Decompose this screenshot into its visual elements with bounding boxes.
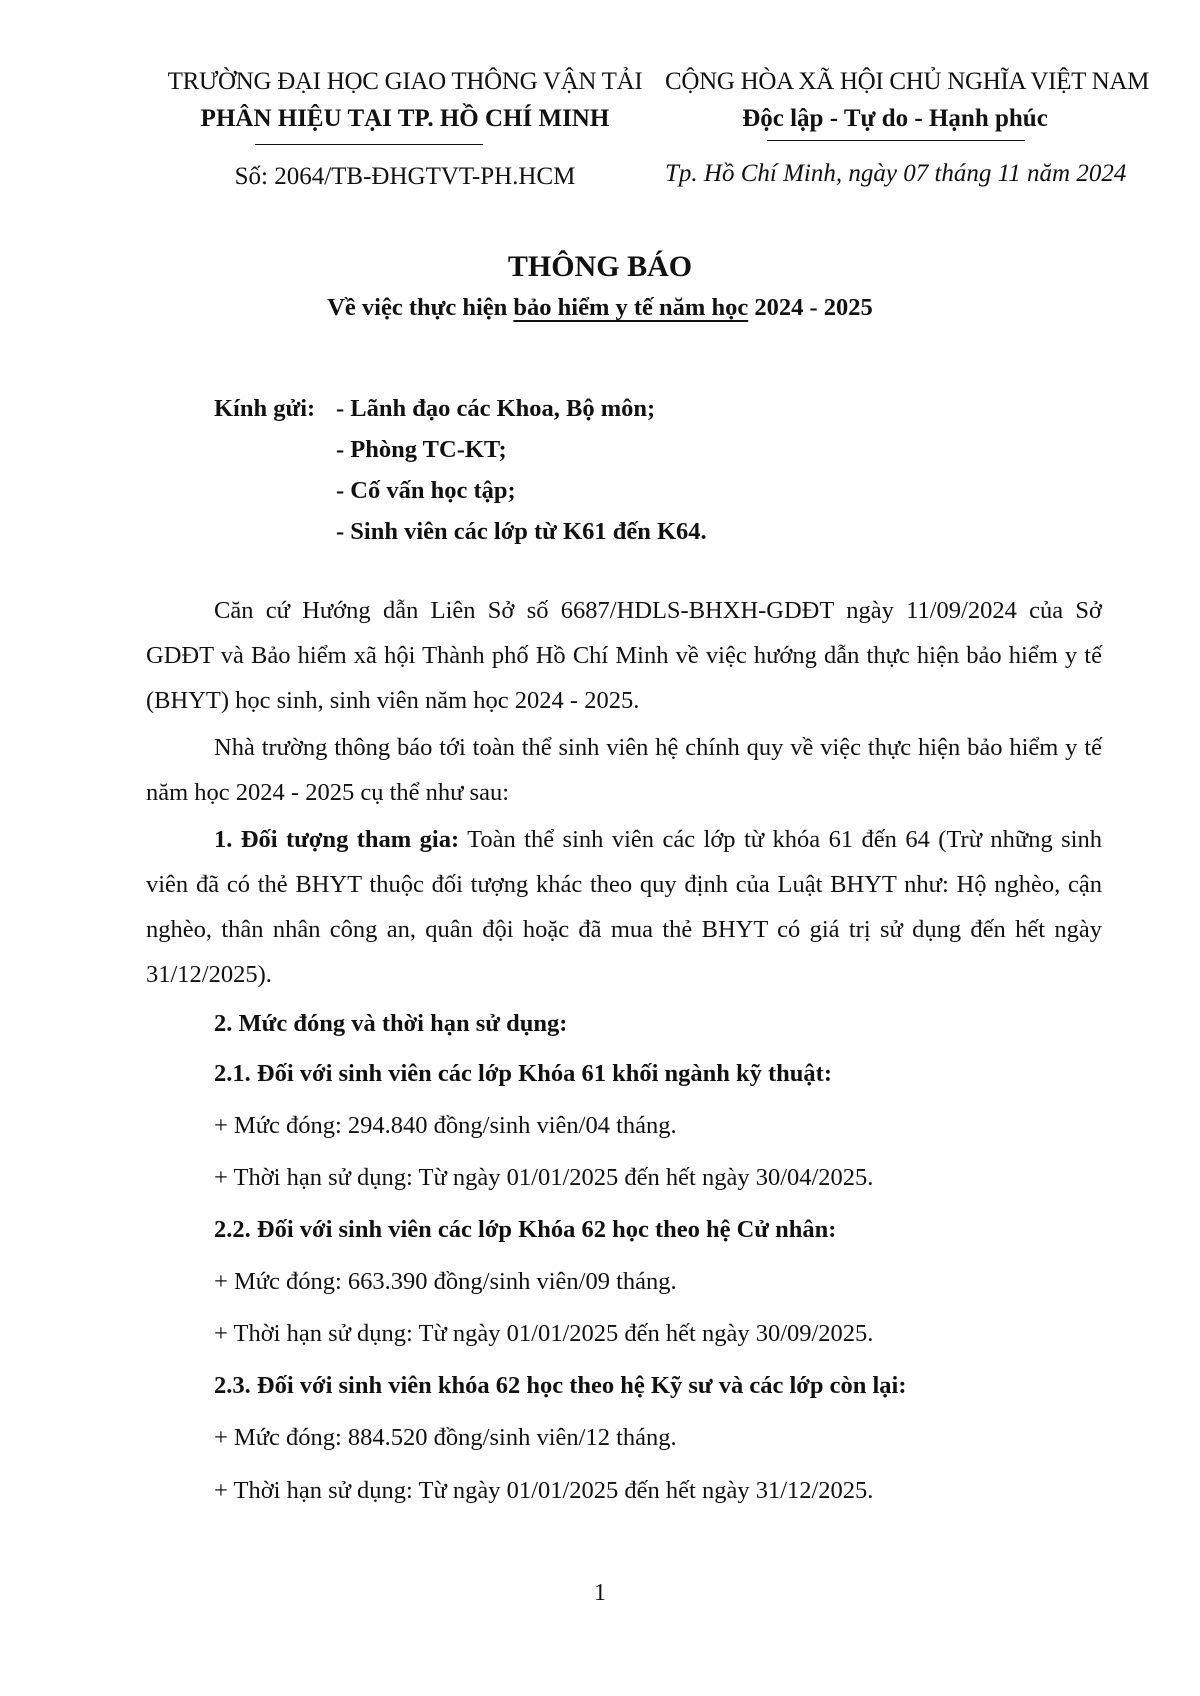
paragraph-legal-basis	[146, 588, 1102, 723]
section-2-2-fee: + Mức đóng: 663.390 đồng/sinh viên/09 tháng.	[214, 1268, 677, 1295]
institution-name: TRƯỜNG ĐẠI HỌC GIAO THÔNG VẬN TẢI	[167, 68, 643, 95]
section-2-2-heading: 2.2. Đối với sinh viên các lớp Khóa 62 học theo hệ Cử nhân:	[214, 1216, 837, 1243]
paragraph-participants	[146, 817, 1102, 997]
page-number: 1	[594, 1580, 606, 1606]
section-2-3-heading: 2.3. Đối với sinh viên khóa 62 học theo hệ Kỹ sư và các lớp còn lại:	[214, 1372, 907, 1399]
paragraph-announcement	[146, 725, 1102, 815]
participants-text: Toàn thể sinh viên các lớp từ khóa 61 đến 64 (Trừ những sinh viên đã có thẻ BHYT thuộc đối tượng khác theo quy định của Luật BHYT như: Hộ nghèo, cận nghèo, thân nhân công an, quân đội hoặc đã mua thẻ BHYT có giá trị sử dụng đến hết ngày 31/12/2025).	[146, 826, 1102, 988]
recipients-label: Kính gửi:	[214, 395, 316, 422]
subtitle-part1: Về việc thực hiện	[327, 294, 514, 321]
paragraph-text: Căn cứ Hướng dẫn Liên Sở số 6687/HDLS-BHXH-GDĐT ngày 11/09/2024 của Sở GDĐT và Bảo hiểm xã hội Thành phố Hồ Chí Minh về việc hướng dẫn thực hiện bảo hiểm y tế (BHYT) học sinh, sinh viên năm học 2024 - 2025.	[146, 597, 1102, 714]
subtitle-part3: 2024 - 2025	[748, 294, 873, 321]
document-number: Số: 2064/TB-ĐHGTVT-PH.HCM	[234, 163, 576, 190]
section-2-2-period: + Thời hạn sử dụng: Từ ngày 01/01/2025 đến hết ngày 30/09/2025.	[214, 1320, 874, 1347]
document-title: THÔNG BÁO	[507, 250, 693, 283]
section-2-1-heading: 2.1. Đối với sinh viên các lớp Khóa 61 khối ngành kỹ thuật:	[214, 1060, 832, 1087]
subtitle-part2: bảo hiểm y tế năm học	[513, 294, 749, 321]
document-subtitle	[0, 294, 1200, 322]
recipient-item: - Phòng TC-KT;	[336, 436, 507, 463]
document-date: Tp. Hồ Chí Minh, ngày 07 tháng 11 năm 2024	[665, 160, 1127, 187]
branch-name: PHÂN HIỆU TẠI TP. HỒ CHÍ MINH	[200, 105, 610, 132]
section-2-3-period: + Thời hạn sử dụng: Từ ngày 01/01/2025 đến hết ngày 31/12/2025.	[214, 1477, 874, 1504]
section-2-3-fee: + Mức đóng: 884.520 đồng/sinh viên/12 tháng.	[214, 1424, 677, 1451]
motto-underline	[767, 140, 1025, 141]
country-name: CỘNG HÒA XÃ HỘI CHỦ NGHĨA VIỆT NAM	[665, 68, 1150, 95]
recipient-item: - Sinh viên các lớp từ K61 đến K64.	[336, 518, 707, 545]
recipient-item: - Lãnh đạo các Khoa, Bộ môn;	[336, 395, 656, 422]
section-2-1-period: + Thời hạn sử dụng: Từ ngày 01/01/2025 đến hết ngày 30/04/2025.	[214, 1164, 874, 1191]
section-2-1-fee: + Mức đóng: 294.840 đồng/sinh viên/04 tháng.	[214, 1112, 677, 1139]
motto: Độc lập - Tự do - Hạnh phúc	[742, 105, 1048, 132]
recipient-item: - Cố vấn học tập;	[336, 477, 516, 504]
branch-underline	[255, 144, 483, 145]
paragraph-text: Nhà trường thông báo tới toàn thể sinh viên hệ chính quy về việc thực hiện bảo hiểm y tế năm học 2024 - 2025 cụ thể như sau:	[146, 734, 1102, 806]
section-2-heading: 2. Mức đóng và thời hạn sử dụng:	[214, 1010, 568, 1037]
participants-heading: 1. Đối tượng tham gia:	[214, 826, 460, 853]
